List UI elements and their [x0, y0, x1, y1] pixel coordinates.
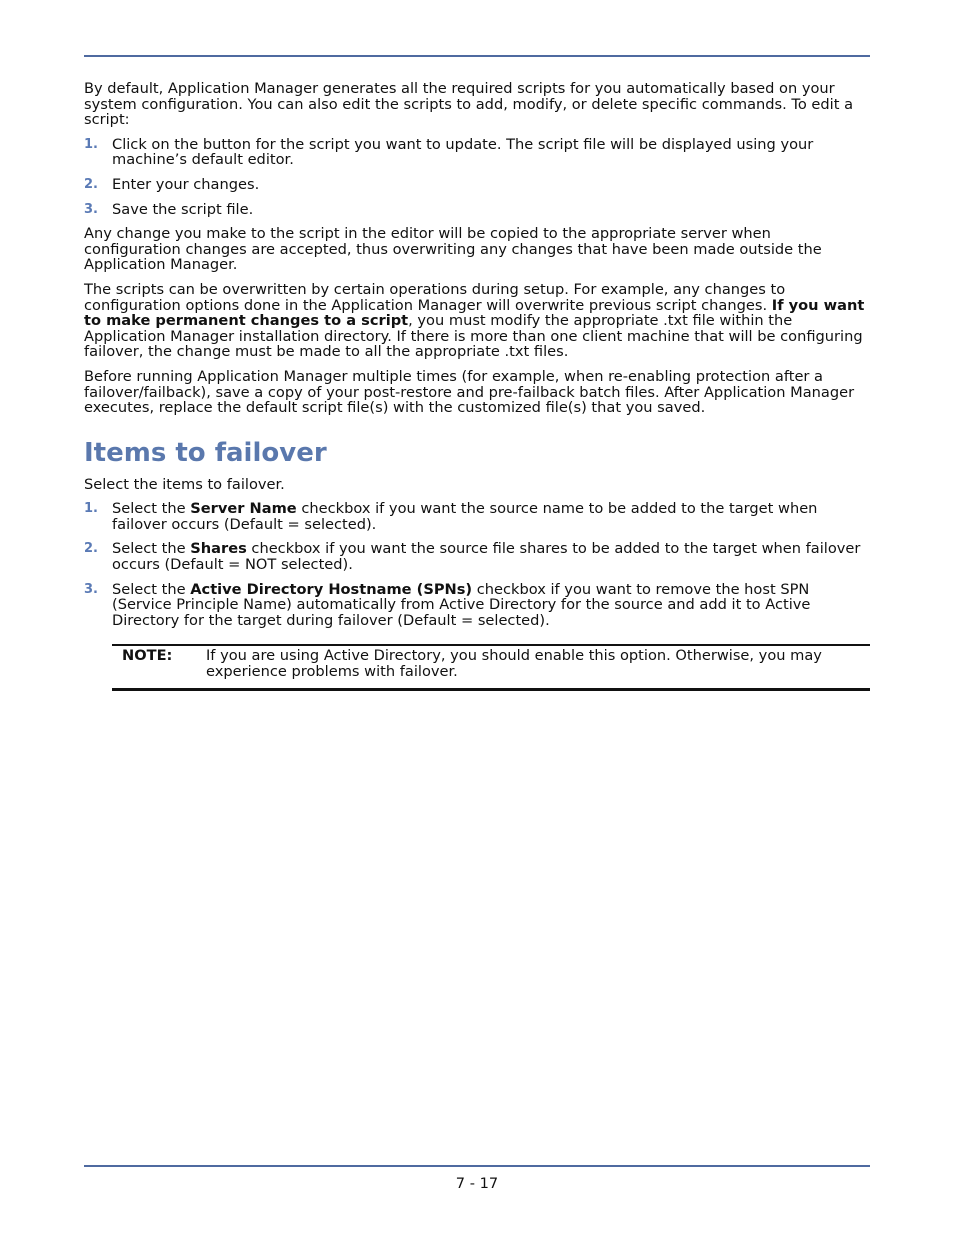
overwrite-text-after: , you must modify the appropriate .txt file within the Application Manager installation directory. If there is more than one client machine that will be configuring failover, the change must be made to all the appropriate .txt files. [84, 312, 863, 361]
note-box [112, 644, 870, 690]
before-running-paragraph: Before running Application Manager multiple times (for example, when re-enabling protection after a failover/failback), save a copy of your post-restore and pre-failback batch files. After Application Manager executes, replace the default script file(s) with the customized file(s) that you saved. [84, 367, 855, 417]
step-option-name: Active Directory Hostname (SPNs) [190, 580, 473, 598]
changes-paragraph: Any change you make to the script in the editor will be copied to the appropriate server when configuration changes are accepted, thus overwriting any changes that have been made outside the Application Manager. [84, 225, 822, 274]
list-item [84, 177, 871, 193]
step-text: Select the [112, 580, 191, 598]
step-text: Click on the button for the script you want to update. The script file will be displayed using your machine’s default editor. [112, 135, 814, 169]
list-item [84, 501, 871, 532]
step-number: 3. [84, 201, 98, 217]
step-text: Select the [112, 500, 191, 518]
step-number: 3. [84, 581, 98, 597]
step-number: 1. [84, 501, 98, 517]
footer-rule [84, 1165, 870, 1167]
edit-steps-list [84, 137, 871, 217]
step-number: 2. [84, 176, 98, 192]
section-intro: Select the items to failover. [84, 475, 285, 493]
step-text: checkbox if you want the source name to be added to the target when failover occurs (Default = selected). [112, 500, 818, 533]
failover-steps-list [84, 501, 871, 628]
overwrite-paragraph [84, 282, 871, 360]
overwrite-text-before: The scripts can be overwritten by certain operations during setup. For example, any changes to configuration options done in the Application Manager will overwrite previous script changes. [84, 280, 786, 314]
step-number: 2. [84, 541, 98, 557]
list-item [84, 582, 871, 629]
step-option-name: Server Name [190, 500, 297, 518]
page-number: 7 - 17 [455, 1175, 499, 1192]
overwrite-text-bold: If you want to make permanent changes to a script [84, 296, 865, 330]
step-text: checkbox if you want to remove the host SPN (Service Principle Name) automatically from Active Directory for the source and add it to Active Directory for the target during failover (Default = selected). [112, 580, 811, 629]
page-content [84, 81, 871, 691]
section-heading: Items to failover [84, 437, 327, 468]
list-item [84, 202, 871, 218]
intro-paragraph: By default, Application Manager generates all the required scripts for you automatically based on your system configuration. You can also edit the scripts to add, modify, or delete specific commands. To edit a script: [84, 80, 854, 129]
list-item [84, 541, 871, 572]
header-rule [84, 55, 870, 57]
step-text: Save the script file. [112, 200, 254, 218]
list-item [84, 137, 871, 168]
note-text: If you are using Active Directory, you should enable this option. Otherwise, you may experience problems with failover. [206, 647, 822, 681]
step-number: 1. [84, 136, 98, 152]
step-option-name: Shares [190, 540, 247, 558]
step-text: Select the [112, 540, 191, 558]
step-text: checkbox if you want the source file shares to be added to the target when failover occurs (Default = NOT selected). [112, 540, 861, 574]
note-label: NOTE: [122, 647, 173, 665]
step-text: Enter your changes. [112, 175, 260, 193]
